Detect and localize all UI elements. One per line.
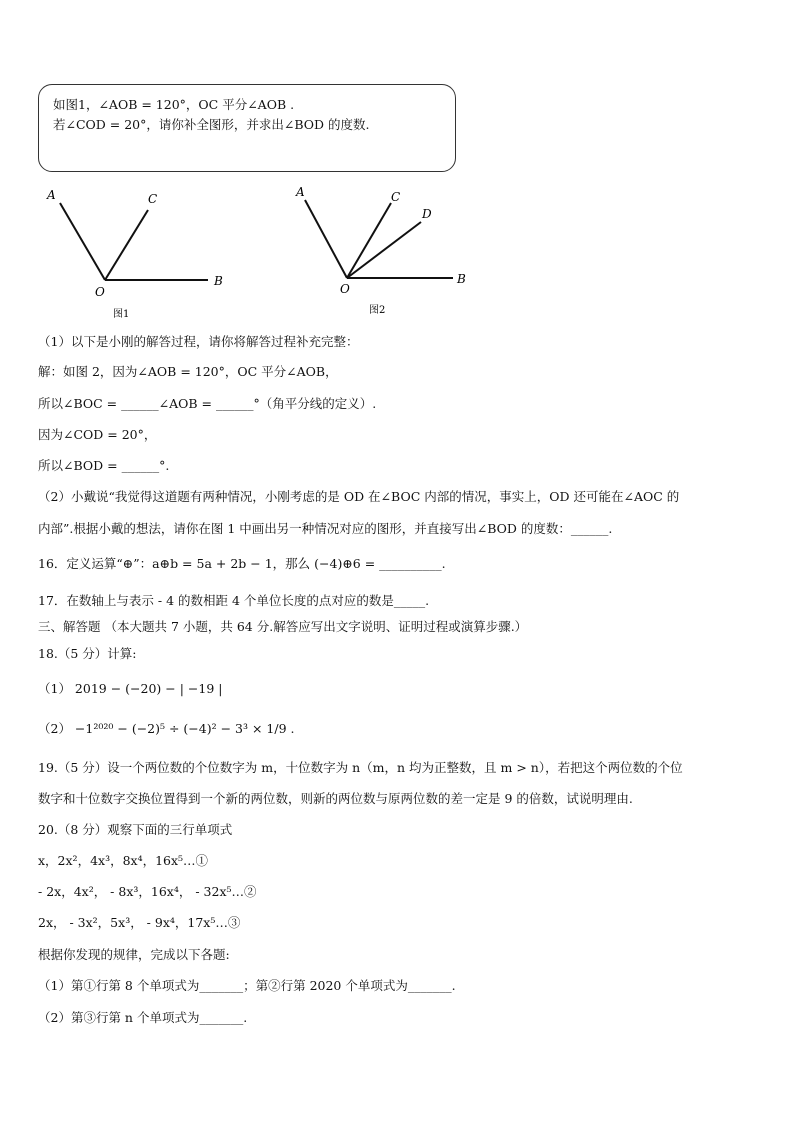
q15-solution-line-4: 所以∠BOD = ______°. (38, 458, 170, 473)
q20-part1: （1）第①行第 8 个单项式为_______；第②行第 2020 个单项式为_______. (38, 978, 456, 993)
q20-row-3: 2x， - 3x²，5x³， - 9x⁴，17x⁵…③ (38, 915, 241, 930)
label-B-fig2: B (457, 272, 466, 286)
q19-line-2: 数字和十位数字交换位置得到一个新的两位数，则新的两位数与原两位数的差一定是 9 的倍数，试说明理由. (38, 791, 633, 806)
q19-line-1: 19.（5 分）设一个两位数的个位数字为 m，十位数字为 n（m，n 均为正整数，且 m > n），若把这个两位数的个位 (38, 760, 683, 775)
q18-part2: （2） −1²⁰²⁰ − (−2)⁵ ÷ (−4)² − 3³ × 1/9 . (38, 721, 295, 736)
label-B-fig1: B (214, 274, 223, 288)
q15-part2-line-2: 内部”.根据小戴的想法，请你在图 1 中画出另一种情况对应的图形，并直接写出∠BOD 的度数：______. (38, 521, 613, 536)
label-C-fig1: C (148, 192, 158, 206)
q20-row-2: - 2x，4x²， - 8x³，16x⁴， - 32x⁵…② (38, 884, 257, 899)
q15-solution-line-1: 解：如图 2，因为∠AOB = 120°，OC 平分∠AOB， (38, 364, 338, 379)
label-O-fig1: O (95, 285, 105, 299)
q16: 16．定义运算“⊕”：a⊕b = 5a + 2b − 1，那么 (−4)⊕6 = __________. (38, 556, 446, 571)
q20-part2: （2）第③行第 n 个单项式为_______. (38, 1010, 248, 1025)
q20-instruction: 根据你发现的规律，完成以下各题: (38, 947, 230, 962)
label-D-fig2: D (422, 207, 432, 221)
q15-solution-line-2: 所以∠BOC = ______∠AOB = ______°（角平分线的定义）. (38, 396, 377, 411)
label-A-fig2: A (296, 185, 305, 199)
label-O-fig2: O (340, 282, 350, 296)
q15-part1-intro: （1）以下是小刚的解答过程，请你将解答过程补充完整： (38, 334, 359, 349)
label-C-fig2: C (391, 190, 401, 204)
q18-part1: （1） 2019 − (−20) − | −19 | (38, 681, 223, 696)
figure-2 (285, 180, 485, 320)
figure-1 (40, 180, 240, 320)
figure-1-caption: 图1 (113, 309, 130, 320)
label-A-fig1: A (47, 188, 56, 202)
problem-box (38, 84, 456, 172)
q20-heading: 20.（8 分）观察下面的三行单项式 (38, 822, 233, 837)
q17: 17．在数轴上与表示 - 4 的数相距 4 个单位长度的点对应的数是_____. (38, 593, 430, 608)
q15-part2-line-1: （2）小戴说“我觉得这道题有两种情况，小刚考虑的是 OD 在∠BOC 内部的情况，事实上，OD 还可能在∠AOC 的 (38, 489, 680, 504)
problem-line-1: 如图1，∠AOB = 120°，OC 平分∠AOB . (53, 97, 295, 112)
figure-2-caption: 图2 (369, 305, 386, 316)
q15-solution-line-3: 因为∠COD = 20°， (38, 427, 157, 442)
section-three-heading: 三、解答题 （本大题共 7 小题，共 64 分.解答应写出文字说明、证明过程或演算步骤.） (38, 619, 528, 634)
problem-line-2: 若∠COD = 20°，请你补全图形，并求出∠BOD 的度数. (53, 117, 370, 132)
q18-heading: 18.（5 分）计算: (38, 646, 137, 661)
q20-row-1: x，2x²，4x³，8x⁴，16x⁵…① (38, 853, 209, 868)
